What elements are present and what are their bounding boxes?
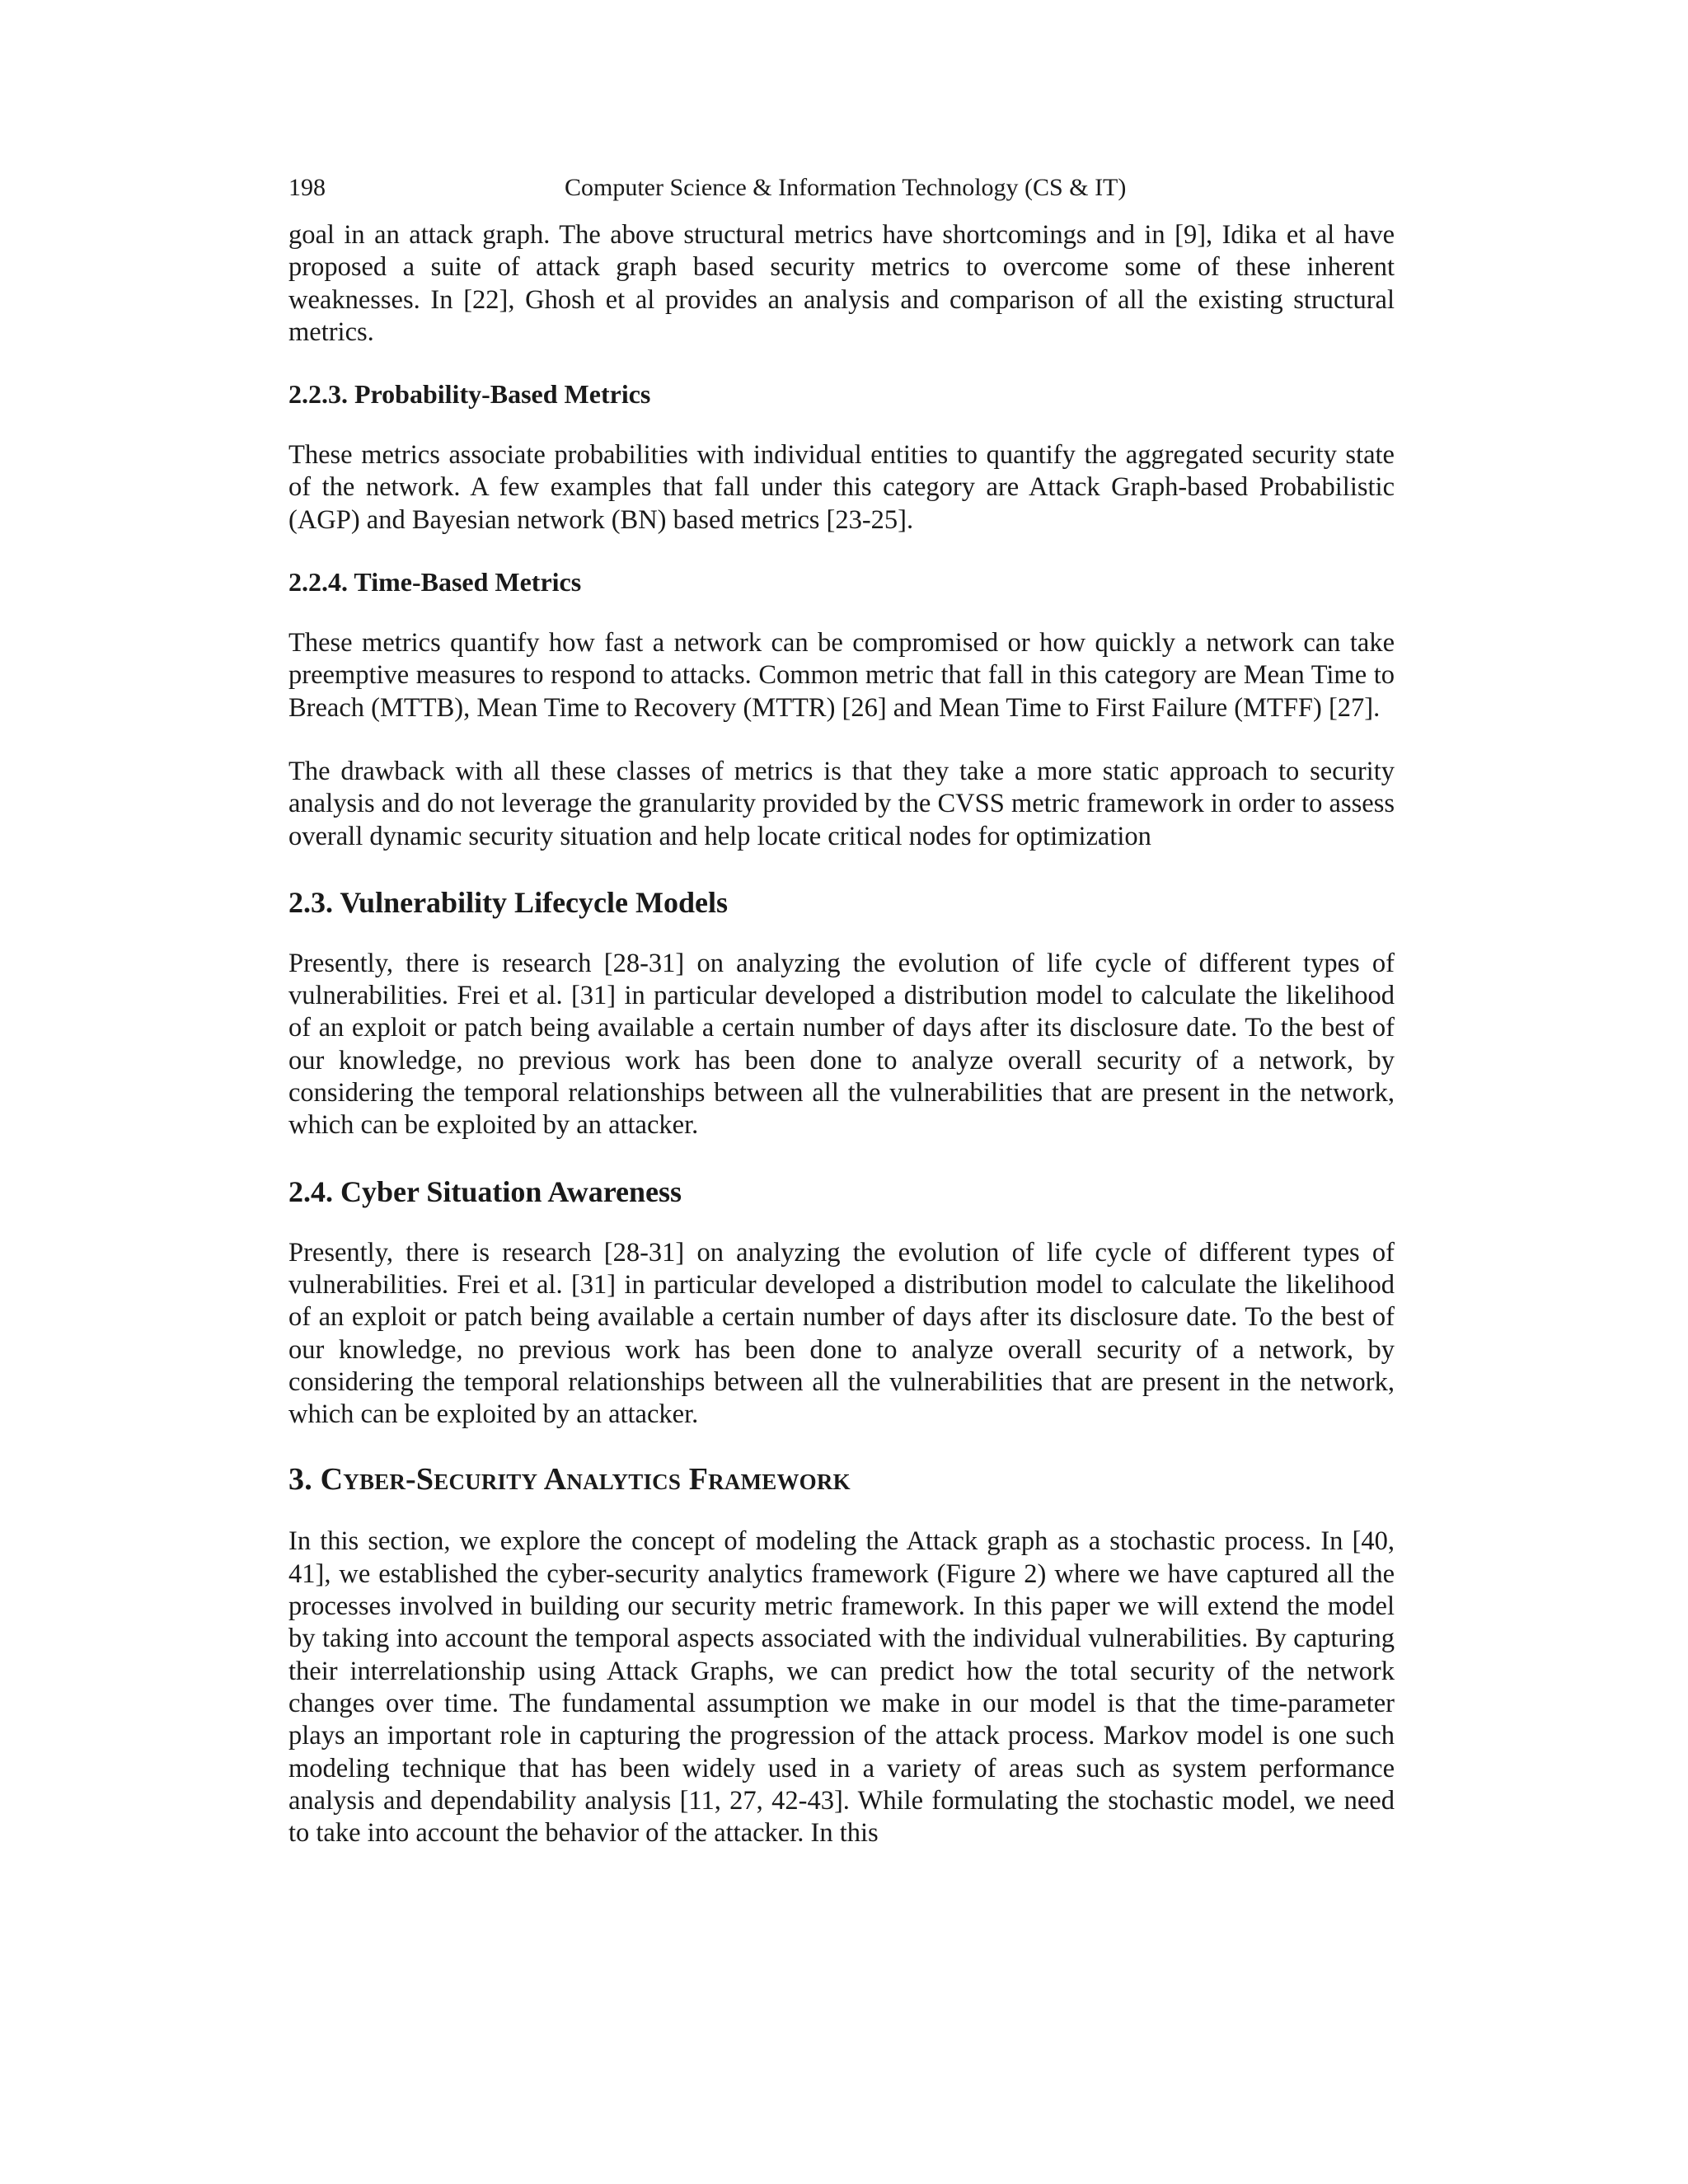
paragraph-lifecycle-models: Presently, there is research [28-31] on analyzing the evolution of life cycle of different types of vulnerabilities. Frei et al. [31] in particular developed a distribution model to calculate the likelihood of an exploit or patch being available a certain number of days after its disclosure date. To the best of our knowledge, no previous work has been done to analyze overall security of a network, by considering the temporal relationships between all the vulnerabilities that are present in the network, which can be exploited by an attacker. — [288, 948, 1395, 1141]
page-number: 198 — [288, 174, 326, 201]
paragraph-probability-metrics: These metrics associate probabilities with individual entities to quantify the aggregated security state of the network. A few examples that fall under this category are Attack Graph-based Probabilistic (AGP) and Bayesian network (BN) based metrics [23-25]. — [288, 440, 1395, 535]
paragraph-situation-awareness: Presently, there is research [28-31] on analyzing the evolution of life cycle of different types of vulnerabilities. Frei et al. [31] in particular developed a distribution model to calculate the likelihood of an exploit or patch being available a certain number of days after its disclosure date. To the best of our knowledge, no previous work has been done to analyze overall security of a network, by considering the temporal relationships between all the vulnerabilities that are present in the network, which can be exploited by an attacker. — [288, 1237, 1395, 1430]
heading-2-2-3: 2.2.3. Probability-Based Metrics — [288, 379, 651, 410]
paragraph-time-metrics: These metrics quantify how fast a network can be compromised or how quickly a network can take preemptive measures to respond to attacks. Common metric that fall in this category are Mean Time to Breach (MTTB), Mean Time to Recovery (MTTR) [26] and Mean Time to First Failure (MTFF) [27]. — [288, 628, 1395, 723]
heading-2-4: 2.4. Cyber Situation Awareness — [288, 1174, 682, 1208]
heading-2-2-4: 2.2.4. Time-Based Metrics — [288, 567, 582, 598]
paragraph-intro: goal in an attack graph. The above structural metrics have shortcomings and in [9], Idika et al have proposed a suite of attack graph based security metrics to overcome some of these inherent weaknesses. In [22], Ghosh et al provides an analysis and comparison of all the existing structural metrics. — [288, 220, 1395, 347]
heading-2-3: 2.3. Vulnerability Lifecycle Models — [288, 885, 728, 919]
running-header — [288, 171, 1393, 204]
heading-3: 3. Cyber-Security Analytics Framework — [288, 1462, 851, 1497]
journal-title: Computer Science & Information Technology (CS & IT) — [565, 174, 1127, 201]
body-text — [288, 219, 1395, 1849]
paragraph-drawback: The drawback with all these classes of metrics is that they take a more static approach to security analysis and do not leverage the granularity provided by the CVSS metric framework in order to assess overall dynamic security situation and help locate critical nodes for optimization — [288, 756, 1395, 851]
paragraph-analytics-framework: In this section, we explore the concept of modeling the Attack graph as a stochastic process. In [40, 41], we established the cyber-security analytics framework (Figure 2) where we have captured all the processes involved in building our security metric framework. In this paper we will extend the model by taking into account the temporal aspects associated with the individual vulnerabilities. By capturing their interrelationship using Attack Graphs, we can predict how the total security of the network changes over time. The fundamental assumption we make in our model is that the time-parameter plays an important role in capturing the progression of the attack process. Markov model is one such modeling technique that has been widely used in a variety of areas such as system performance analysis and dependability analysis [11, 27, 42-43]. While formulating the stochastic model, we need to take into account the behavior of the attacker. In this — [288, 1526, 1395, 1849]
